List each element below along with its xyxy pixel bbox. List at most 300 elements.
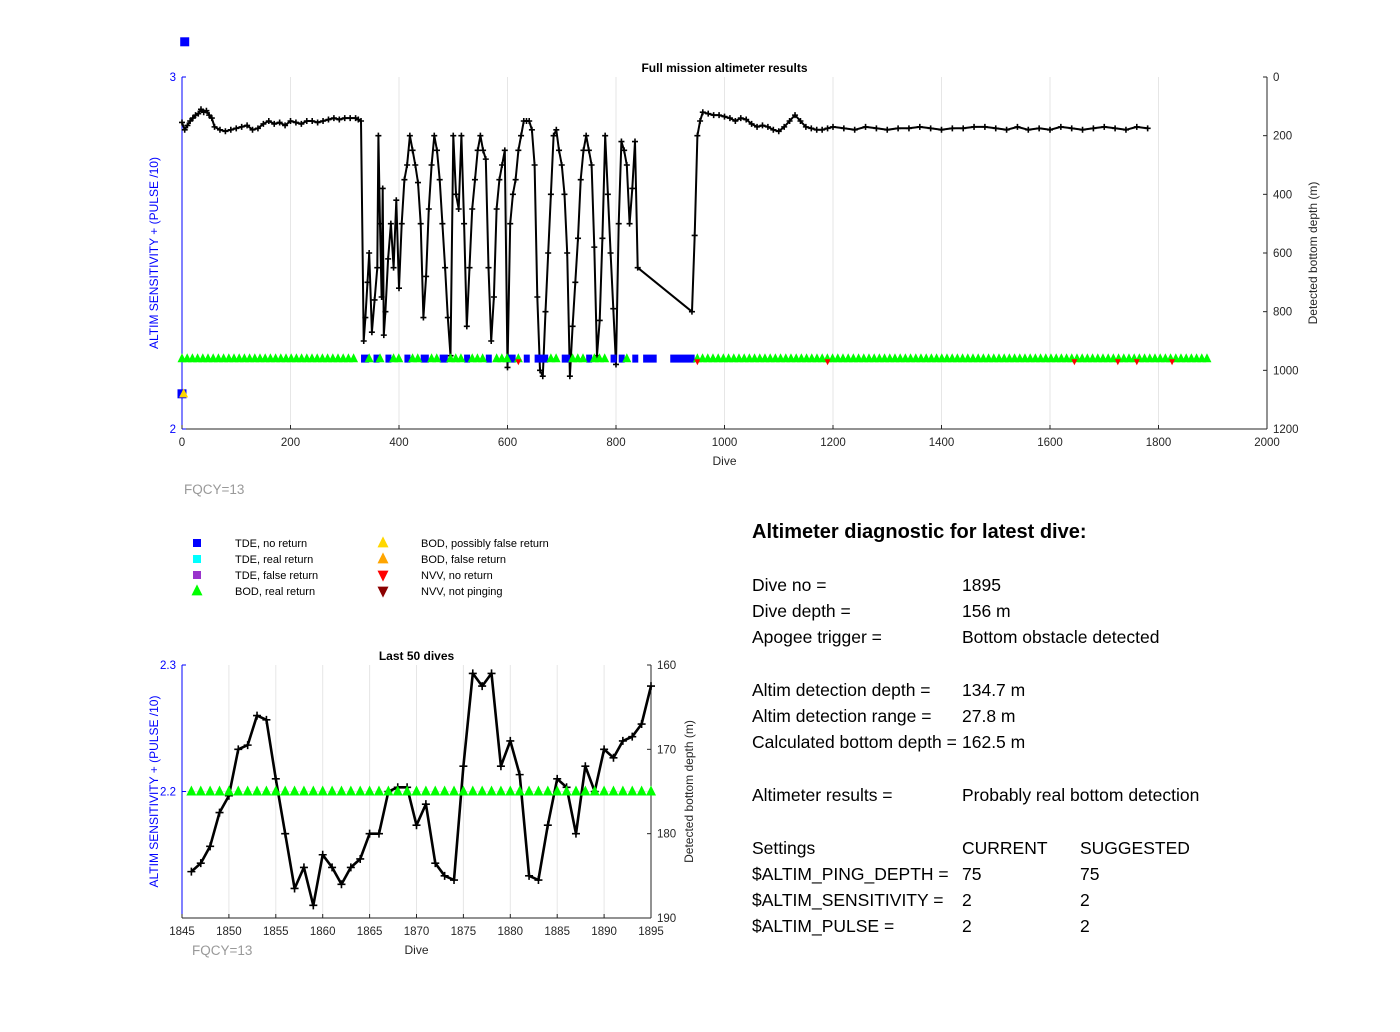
depth-point: [627, 221, 633, 227]
bod-real-return-marker: [543, 786, 553, 796]
pulse-label: $ALTIM_PULSE =: [752, 916, 895, 936]
depth-point: [291, 884, 299, 892]
depth-point: [309, 118, 315, 124]
bod-real-return-marker: [627, 786, 637, 796]
depth-point: [616, 221, 622, 227]
depth-point: [228, 127, 234, 133]
frequency-note: FQCY=13: [184, 482, 245, 497]
bod-real-return-marker: [515, 786, 525, 796]
depth-point: [491, 294, 497, 300]
bod-real-return-marker: [440, 786, 450, 796]
depth-point: [1025, 127, 1031, 133]
depth-point: [374, 265, 380, 271]
bod-real-return-marker: [290, 786, 300, 796]
depth-point: [589, 162, 595, 168]
depth-point: [518, 133, 524, 139]
detection-depth-value: 134.7 m: [962, 680, 1026, 700]
depth-point: [331, 115, 337, 121]
tde-no-return-marker: [180, 37, 189, 46]
legend-item: [193, 570, 318, 582]
depth-point: [325, 117, 331, 123]
depth-point: [516, 771, 524, 779]
legend-item: [193, 554, 313, 566]
legend-marker: [378, 571, 389, 582]
depth-point: [410, 147, 416, 153]
depth-point: [469, 206, 475, 212]
legend-item: [378, 586, 503, 598]
depth-point: [293, 119, 299, 125]
bod-real-return-marker: [224, 786, 234, 796]
depth-point: [401, 177, 407, 183]
chart-title: Full mission altimeter results: [641, 61, 808, 75]
depth-point: [825, 125, 831, 131]
depth-point: [1112, 125, 1118, 131]
depth-point: [928, 125, 934, 131]
depth-point: [808, 125, 814, 131]
depth-point: [884, 127, 890, 133]
legend-item: [378, 552, 506, 566]
depth-point: [564, 250, 570, 256]
depth-point: [366, 830, 374, 838]
last-50-dives-chart: [147, 649, 696, 958]
depth-point: [380, 185, 386, 191]
depth-point: [1069, 125, 1075, 131]
depth-point: [505, 364, 511, 370]
y-left-axis-label: ALTIM SENSITIVITY + (PULSE /10): [147, 695, 161, 888]
depth-point: [532, 162, 538, 168]
bod-real-return-marker: [487, 786, 497, 796]
x-axis-label: Dive: [712, 454, 737, 468]
pulse-current: 2: [962, 916, 972, 936]
depth-point: [544, 821, 552, 829]
legend-label: TDE, false return: [235, 570, 319, 582]
depth-point: [372, 297, 378, 303]
x-axis-label: Dive: [404, 943, 429, 957]
bod-real-return-marker: [186, 786, 196, 796]
legend-item: [378, 570, 493, 582]
depth-point: [437, 177, 443, 183]
depth-point: [982, 124, 988, 130]
y-right-tick-label: 190: [657, 913, 677, 925]
depth-point: [445, 315, 451, 321]
y-right-tick-label: 200: [1273, 130, 1293, 143]
detection-range-label: Altim detection range =: [752, 706, 932, 726]
legend-label: NVV, no return: [421, 570, 493, 582]
depth-point: [442, 265, 448, 271]
depth-point: [647, 682, 655, 690]
depth-point: [580, 147, 586, 153]
bod-real-return-marker: [571, 786, 581, 796]
x-tick-label: 1000: [711, 437, 738, 449]
depth-point: [711, 112, 717, 118]
depth-point: [605, 191, 611, 197]
y-right-tick-label: 180: [657, 828, 677, 841]
legend-marker: [378, 536, 389, 547]
altimeter-results-value: Probably real bottom detection: [962, 785, 1200, 805]
bod-real-return-marker: [280, 786, 290, 796]
bod-real-return-marker: [412, 786, 422, 796]
tde-no-return-marker: [670, 355, 694, 363]
tde-no-return-marker: [643, 355, 657, 363]
y-right-axis-label: Detected bottom depth (m): [1306, 181, 1320, 325]
bod-real-return-marker: [599, 786, 609, 796]
depth-point: [272, 775, 280, 783]
depth-point: [540, 373, 546, 379]
depth-point: [1101, 124, 1107, 130]
depth-point: [1145, 125, 1151, 131]
depth-point: [572, 830, 580, 838]
depth-point: [385, 256, 391, 262]
y-left-tick-label: 2.2: [160, 786, 176, 799]
bod-real-return-marker: [196, 786, 206, 796]
bod-real-return-marker: [271, 786, 281, 796]
y-right-tick-label: 1200: [1273, 424, 1299, 436]
depth-point: [262, 716, 270, 724]
y-right-tick-label: 170: [657, 744, 677, 757]
x-tick-label: 800: [606, 437, 626, 449]
depth-point: [418, 221, 424, 227]
apogee-trigger-value: Bottom obstacle detected: [962, 627, 1160, 647]
dive-no-label: Dive no =: [752, 575, 827, 595]
depth-point: [529, 127, 535, 133]
depth-point: [222, 128, 228, 134]
depth-point: [388, 221, 394, 227]
x-tick-label: 1885: [544, 926, 570, 938]
depth-point: [420, 315, 426, 321]
sensitivity-suggested: 2: [1080, 890, 1090, 910]
depth-point: [629, 185, 635, 191]
detection-range-value: 27.8 m: [962, 706, 1016, 726]
detection-depth-label: Altim detection depth =: [752, 680, 931, 700]
legend-label: NVV, not pinging: [421, 586, 503, 598]
x-tick-label: 1890: [591, 926, 617, 938]
depth-point: [960, 125, 966, 131]
depth-point: [597, 317, 603, 323]
dive-depth-value: 156 m: [962, 601, 1011, 621]
depth-point: [567, 373, 573, 379]
depth-point: [610, 306, 616, 312]
bod-real-return-marker: [496, 786, 506, 796]
depth-point: [553, 127, 559, 133]
y-right-tick-label: 600: [1273, 248, 1293, 260]
legend-item: [378, 536, 549, 550]
x-tick-label: 1895: [638, 926, 664, 938]
y-right-tick-label: 1000: [1273, 365, 1299, 378]
depth-point: [396, 285, 402, 291]
y-right-tick-label: 800: [1273, 306, 1293, 319]
y-right-axis-label: Detected bottom depth (m): [682, 720, 696, 863]
depth-point: [453, 191, 459, 197]
bottom-depth-label: Calculated bottom depth =: [752, 732, 957, 752]
depth-point: [561, 191, 567, 197]
bod-real-return-marker: [524, 786, 534, 796]
depth-point: [412, 162, 418, 168]
depth-point: [852, 127, 858, 133]
y-left-tick-label: 2: [169, 424, 176, 436]
legend-label: TDE, real return: [235, 554, 314, 566]
bod-real-return-marker: [477, 786, 487, 796]
bod-real-return-marker: [205, 786, 215, 796]
x-tick-label: 200: [280, 437, 301, 449]
depth-point: [281, 830, 289, 838]
legend-marker: [192, 584, 203, 595]
altimeter-results-label: Altimeter results =: [752, 785, 893, 805]
depth-point: [542, 309, 548, 315]
x-tick-label: 1880: [497, 926, 524, 938]
depth-point: [572, 279, 578, 285]
bod-real-return-marker: [243, 786, 253, 796]
depth-point: [347, 115, 353, 121]
depth-point: [575, 235, 581, 241]
depth-point: [413, 821, 421, 829]
depth-point: [759, 122, 765, 128]
depth-point: [450, 876, 458, 884]
depth-point: [467, 265, 473, 271]
depth-point: [591, 244, 597, 250]
x-tick-label: 1200: [820, 437, 846, 449]
depth-point: [431, 133, 437, 139]
depth-point: [391, 265, 397, 271]
depth-point: [819, 127, 825, 133]
y-right-tick-label: 400: [1273, 189, 1293, 202]
depth-point: [545, 250, 551, 256]
bod-real-return-marker: [318, 786, 328, 796]
depth-point: [1123, 127, 1129, 133]
bod-real-return-marker: [308, 786, 318, 796]
depth-point: [253, 712, 261, 720]
depth-point: [971, 124, 977, 130]
depth-point: [599, 235, 605, 241]
legend-marker: [193, 571, 201, 579]
bod-real-return-marker: [233, 786, 243, 796]
bod-real-return-marker: [299, 786, 309, 796]
depth-point: [551, 133, 557, 139]
chart-title: Last 50 dives: [378, 649, 455, 663]
depth-point: [534, 294, 540, 300]
depth-point: [513, 177, 519, 183]
legend-marker: [378, 552, 389, 563]
depth-point: [429, 162, 435, 168]
depth-point: [705, 111, 711, 117]
depth-point: [399, 221, 405, 227]
depth-point: [1058, 124, 1064, 130]
bod-real-return-marker: [365, 786, 375, 796]
depth-point: [450, 133, 456, 139]
depth-point: [393, 197, 399, 203]
y-left-axis-label: ALTIM SENSITIVITY + (PULSE /10): [147, 157, 161, 349]
bod-real-return-marker: [533, 786, 543, 796]
depth-point: [515, 147, 521, 153]
bod-real-return-marker: [374, 786, 384, 796]
x-tick-label: 1800: [1145, 437, 1172, 449]
x-tick-label: 1855: [263, 926, 289, 938]
depth-point: [439, 221, 445, 227]
current-column-header: CURRENT: [962, 838, 1048, 858]
bod-real-return-marker: [608, 786, 618, 796]
depth-point: [456, 206, 462, 212]
ping-depth-label: $ALTIM_PING_DEPTH =: [752, 864, 949, 884]
bod-real-return-marker: [618, 786, 628, 796]
depth-point: [506, 737, 514, 745]
tde-no-return-marker: [535, 355, 549, 363]
depth-point: [830, 124, 836, 130]
depth-point: [624, 162, 630, 168]
x-tick-label: 1400: [928, 437, 955, 449]
y-right-tick-label: 0: [1273, 72, 1280, 84]
depth-point: [488, 338, 494, 344]
depth-point: [1080, 127, 1086, 133]
depth-point: [586, 147, 592, 153]
depth-point: [404, 162, 410, 168]
suggested-column-header: SUGGESTED: [1080, 838, 1190, 858]
depth-point: [407, 133, 413, 139]
depth-point: [556, 147, 562, 153]
depth-point: [618, 139, 624, 145]
legend-item: [192, 584, 316, 598]
depth-point: [548, 191, 554, 197]
depth-point: [461, 221, 467, 227]
depth-point: [336, 117, 342, 123]
depth-point: [483, 156, 489, 162]
y-left-tick-label: 3: [169, 72, 176, 84]
depth-point: [497, 762, 505, 770]
depth-point: [507, 221, 513, 227]
depth-point: [993, 125, 999, 131]
depth-point: [369, 329, 375, 335]
legend-label: BOD, possibly false return: [421, 538, 549, 550]
x-tick-label: 1850: [216, 926, 242, 938]
depth-point: [1134, 124, 1140, 130]
bottom-depth-line: [191, 673, 651, 905]
x-tick-label: 1860: [309, 926, 336, 938]
depth-point: [694, 133, 700, 139]
sensitivity-current: 2: [962, 890, 972, 910]
bod-real-return-marker: [252, 786, 262, 796]
depth-point: [494, 206, 500, 212]
depth-point: [608, 250, 614, 256]
tde-no-return-marker: [632, 355, 638, 363]
depth-point: [315, 119, 321, 125]
bottom-depth-line: [182, 109, 1148, 376]
pulse-suggested: 2: [1080, 916, 1090, 936]
depth-point: [716, 112, 722, 118]
y-right-tick-label: 160: [657, 660, 677, 672]
legend-item: [193, 538, 307, 550]
bod-real-return-marker: [421, 786, 431, 796]
x-tick-label: 400: [389, 437, 409, 449]
depth-point: [1036, 125, 1042, 131]
depth-point: [422, 800, 430, 808]
legend: [192, 536, 549, 598]
bod-real-return-marker: [346, 786, 356, 796]
depth-point: [486, 265, 492, 271]
depth-point: [559, 162, 565, 168]
legend-marker: [193, 555, 201, 563]
depth-point: [1090, 125, 1096, 131]
depth-point: [906, 125, 912, 131]
depth-point: [415, 180, 421, 186]
depth-point: [525, 872, 533, 880]
bod-real-return-marker: [590, 786, 600, 796]
depth-point: [632, 139, 638, 145]
x-tick-label: 1600: [1037, 437, 1063, 449]
bod-real-return-marker: [261, 786, 271, 796]
x-tick-label: 600: [497, 437, 518, 449]
depth-point: [917, 124, 923, 130]
depth-point: [692, 232, 698, 238]
tde-no-return-marker: [524, 355, 530, 363]
depth-point: [496, 177, 502, 183]
x-tick-label: 0: [178, 437, 186, 449]
sensitivity-label: $ALTIM_SENSITIVITY =: [752, 890, 944, 910]
depth-point: [939, 127, 945, 133]
bod-real-return-marker: [327, 786, 337, 796]
ping-depth-suggested: 75: [1080, 864, 1100, 884]
depth-point: [464, 323, 470, 329]
depth-point: [873, 125, 879, 131]
depth-point: [895, 125, 901, 131]
depth-point: [722, 114, 728, 120]
depth-point: [381, 332, 387, 338]
depth-point: [434, 147, 440, 153]
depth-point: [375, 830, 383, 838]
bod-real-return-marker: [458, 786, 468, 796]
x-tick-label: 1870: [403, 926, 430, 938]
bod-real-return-marker: [449, 786, 459, 796]
depth-point: [863, 124, 869, 130]
depth-point: [300, 863, 308, 871]
bod-real-return-marker: [505, 786, 515, 796]
bod-real-return-marker: [637, 786, 647, 796]
bod-real-return-marker: [215, 786, 225, 796]
depth-point: [1047, 127, 1053, 133]
legend-marker: [193, 539, 201, 547]
y-left-tick-label: 2.3: [160, 660, 176, 672]
bod-real-return-marker: [355, 786, 365, 796]
depth-point: [320, 118, 326, 124]
depth-point: [949, 125, 955, 131]
bod-real-return-marker: [646, 786, 656, 796]
depth-point: [366, 250, 372, 256]
legend-label: TDE, no return: [235, 538, 308, 550]
diagnostic-heading: Altimeter diagnostic for latest dive:: [752, 521, 1087, 543]
dive-depth-label: Dive depth =: [752, 601, 851, 621]
full-mission-chart: [147, 37, 1320, 497]
depth-point: [475, 147, 481, 153]
depth-point: [502, 147, 508, 153]
depth-point: [233, 125, 239, 131]
tde-no-return-marker: [611, 355, 617, 363]
x-tick-label: 1875: [450, 926, 477, 938]
legend-label: BOD, false return: [421, 554, 506, 566]
depth-point: [234, 745, 242, 753]
x-tick-label: 1845: [169, 926, 195, 938]
depth-point: [583, 133, 589, 139]
legend-marker: [378, 587, 389, 598]
depth-point: [458, 133, 464, 139]
depth-point: [578, 177, 584, 183]
depth-point: [534, 876, 542, 884]
depth-point: [1004, 127, 1010, 133]
bod-real-return-marker: [430, 786, 440, 796]
dive-no-value: 1895: [962, 575, 1001, 595]
depth-point: [426, 206, 432, 212]
depth-point: [700, 109, 706, 115]
depth-point: [309, 901, 317, 909]
depth-point: [697, 118, 703, 124]
depth-point: [423, 273, 429, 279]
depth-point: [841, 125, 847, 131]
